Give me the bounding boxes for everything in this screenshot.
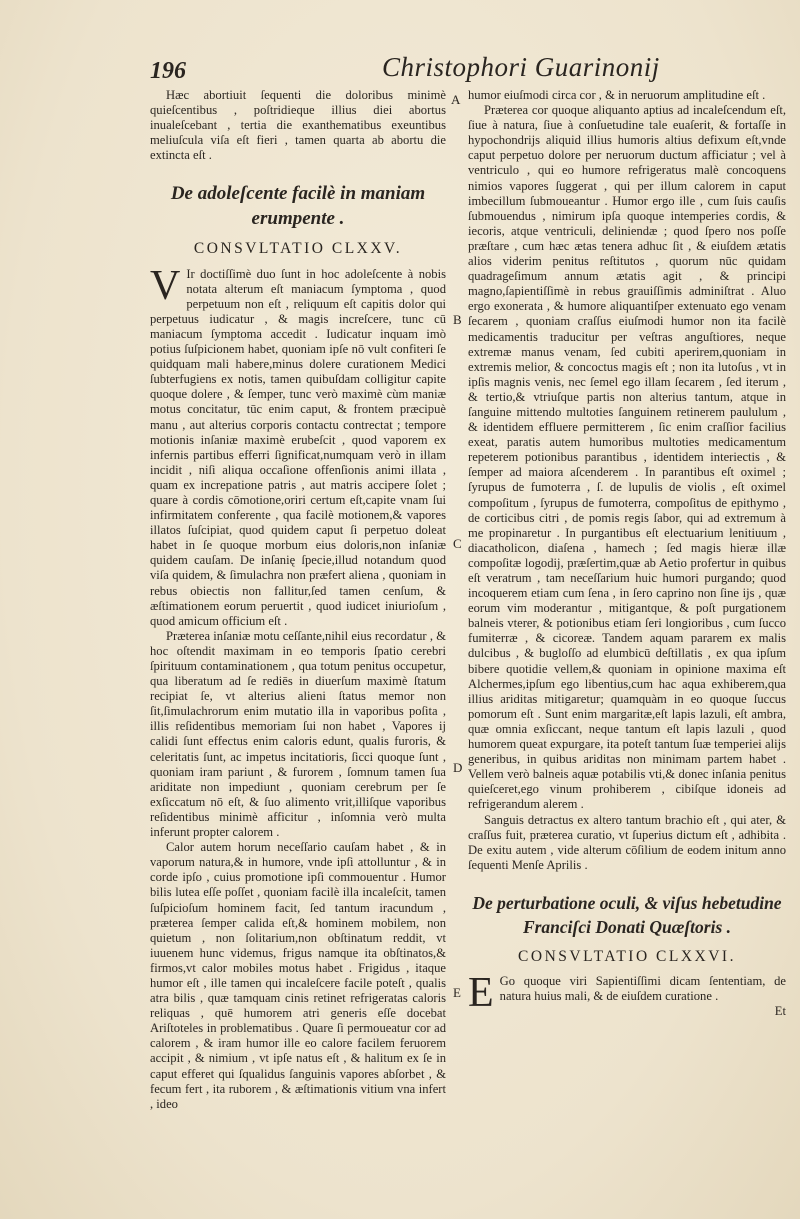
section-title: De adoleſcente facilè in maniam erumpente .: [170, 183, 426, 230]
body-paragraph: Calor autem horum neceſſario cauſam habet , & in vaporum natura,& in humore, vnde ipſi attolluntur , & in corde ipſo , cuius promotione ipſi commouentur . Humor bilis lutea eſſe poſſet , quoniam facilè illa incaleſcit, tamen ſuſpicioſum hominem facit, ſed tantum iracundum , præterea ſemper calida eſt,& hominem mobilem, non quietum , non ſolitarium,non obſtinatum reddit, vt iuuenem hunc videmus, frigus namque ita obſtinatos,& firmos,vt calor mobiles motus habet . Frigidus , itaque humor eſt , ille tamen qui incaleſcere facile poteſt , qualis atra bilis , quæ tamquam cinis retinet refrigeratas caloris reliquas , quē humorem atri generis eſſe docebat Ariſtoteles in problematibus . Quare ſi permoueatur cor ad calorem , & iram humor ille eo calore facilem feruorem accipit , & nimium , vt ipſe natus eſt , & halitum ex ſe in caput efferet qui ſqualidus ſanguinis vapores abſorbet , & fecum fert , ita ruborem , & æſtimationis vitium vna infert , ideo: [150, 840, 446, 1111]
body-paragraph: humor eiuſmodi circa cor , & in neruorum amplitudine eſt .: [468, 88, 766, 102]
body-paragraph: Præterea inſaniæ motu ceſſante,nihil eius recordatur , & hoc oſtendit maximam in eo temporis ſpatio cerebri ſpirituum contaminationem , qua totum penitus occupetur, qua liberatum ad ſe rediēs in diuerſum maximè ſtatum recipiat ſe, vt alterius alieni ſtatus memor non ſit,ſimulachrorum enim mutatio illa in vaporibus poſita , illis reſidentibus memoriam ſui non habet , Vapores ij calidi ſunt effectus enim caloris edunt, qualis furoris, & celeritatis ſunt, ac impetus incitatioris, ſicci quoque ſunt , quoniam iram pariunt , & furorem , ſomnum tamen ſua ariditate non impediunt , quoniam cerebrum per ſe exſiccatum nō eſt, & ſuo alimento vrit,illiſque vaporibus reſidentibus minimè afficitur , inſomnia verò multa inferunt propter calorem .: [150, 628, 446, 840]
paragraph-text: Ir doctiſſimè duo ſunt in hoc adoleſcente à nobis notata alterum eſt maniacum ſymptoma , quod perpetuum non eſt , reliquum eſt capitis dolor qui perpetuus iudicatur , & magis increſcere, tunc cū maniacum ſymptoma accedit . Iudicatur inquam imò potius ſuſpicionem habet, quoniam ipſe nō vult confiteri ſe quidquam mali habere,minus dolere curationem Medici ſubterfugiens ex notis, tamen quibuſdam colligitur capite quoque dolere , & ſemper, tunc verò maximè cùm maniæ motus concitatur, tūc enim caput, & frontem præcipuè manu , aut alterius corporis contactu contrectat ; tempore motionis inſaniæ maximè erubeſcit , quod vaporem ex infernis partibus efferri ſignificat,numquam verò in illam incidit , niſi aliqua occaſione offenſionis animi illata , quam ex increpatione patris , aut matris accipere ſolet ; quare à cordis cōmotione,oriri certum eſt,capite vnam ſui infirmitatem conferente , qua facilè motionem,& vapores illatos ſuſcipiat, quod quidem caput ſi perpetuo doleat habet in ſe quoque morbum eius doloris,non inſaniæ quidem cauſam. De inſanię ſpecie,illud notandum quod viſa quidem, & ſimulachra non præfert aliena , quoniam in rebus obiectis non fallitur,ſed tamen cenſum, & æſtimationem eorum peruertit , quod iudicet iniurioſum , quod amicum officium eſt .: [150, 266, 446, 628]
page-header: [150, 52, 710, 86]
right-column: [468, 88, 786, 1019]
paragraph-text: Go quoque viri Sapientiſſimi dicam ſententiam, de natura huius mali, & de eiuſdem curatione .: [499, 973, 786, 1004]
consultatio-heading: CONSVLTATIO CLXXV.: [193, 240, 403, 258]
catchword: Et: [774, 1004, 786, 1019]
body-paragraph: Præterea cor quoque aliquanto aptius ad incaleſcendum eſt, ſiue à natura, ſiue à conſuetudine tale euaſerit, & fortaſſe in hypochondrijs aliquid illius humoris altius defixum eſt,vnde caput perpetuo dolore per neruorum ductum afficiatur ; vel à ventriculo , qui eo humore refrigeratus malè concoquens nimios vapores ſuggerat , qui per illum calorem in caput imbecillum ſubmoueantur . Humor ergo ille , cum ſuis cauſis ſubmouendus , nimirum ipſa quoque intemperies cordis, & iecoris, atque ventriculi, deliniendæ ; quod ſpero nos poſſe præſtare , cum hæc ætas tenera adhuc ſit , & eiuſdem ætatis alios viderim penitus reſtitutos , quorum nūc quidam quadrageſimum annum ætatis agit , & principi magno,ſapientiſſimè in rebus grauiſſimis adminiſtrat . Aluo ergo exonerata , & humore aliquantiſper extenuato ego venam ſecarem , quoniam craſſus eiuſmodi humor non ita facilè medicamentis traducitur per veſtras anguſtiores, neque extremæ manus venam, ſed cubiti aperirem,quoniam in extremis melior, & concoctus magis eſt ; non ita lutoſus , vt in ipſis magnis venis, nec ſemel ego illam ſecarem , ſed iterum , & tertio,& vtriuſque partis non alterius tantum, atque in ſanguine mittendo multoties ſanguinem retinerem paululum , & identidem effluere permitterem , ſic enim craſſior facilius exeat, paratis autem humoribus multoties medicamentum repeterem potionibus parantibus , identidem interiectis , & ſemper ad maiora aſcenderem . In parantibus eſt oximel ; ſyrupus de fumoterra , ſ. de lupulis de violis , eſt oximel compoſitum , ſyrupus de fumoterra, compoſitus de epithymo , de corticibus citri , de pomis regis ſabor, qui ad extremum à me propinaretur . In purgantibus eſt electuarium lenitiuum , diacatholicon, diaſena , hamech ; ſed magis hieræ illæ compoſitæ logodij, præſertim,quæ ab Aetio profertur in quibus eſt veratrum , tam neceſſarium huic humori purgando; quod incoquerem etiam cum ſena , in ſero caprino non ſine ijs , quæ eorum vim moderantur , mitigantque, & poſt purgationem balneis vterer, & potionibus etiam ſeri longioribus , cum ſucco fumiterræ , & cicoreæ. Tandem aquam pararem ex malis dulcibus , & bugloſſo ad elumbicū deſtillatis , ex qua ipſum bibere quotidie vellem,& quoniam in opinione maxima eſt Alchermes,ipſum ego libentius,cum hac aqua exhiberem,qua illius ariditas mitigaretur; quamquàm in eo quoque ſuccus pomorum eſt . Sunt enim margaritæ,eſt lapis lazuli, eſt ambra, quæ omnia exſiccant, neque tantum eſt lapis lazuli , quod humorem queat expurgare, ita poteſt tantum ſuæ temperiei alijs generibus, in quibus ariditas non minimam partem habet . Vellem verò balneis aquæ potabilis vti,& donec inſania penitus quieſceret,ego vinum prohiberem , cibiſque idoneis ad refrigerandum alerem .: [468, 103, 786, 812]
left-column: [150, 88, 446, 1112]
margin-letter-a: A: [451, 92, 461, 107]
consultatio-heading: CONSVLTATIO CLXXVI.: [518, 947, 736, 965]
drop-cap: E: [468, 969, 494, 1016]
margin-letter-c: C: [453, 536, 462, 551]
margin-letter-e: E: [453, 985, 461, 1000]
body-paragraph: [150, 262, 446, 629]
intro-paragraph: Hæc abortiuit ſequenti die doloribus minimè quieſcentibus , poſtridieque illius diei abortus inualeſcebant , tertia die exanthematibus exeuntibus meliuſcula viſa eſt fieri , tamen quarta ab abortu die extincta eſt .: [150, 88, 446, 163]
page-number: 196: [150, 58, 186, 84]
body-paragraph: Sanguis detractus ex altero tantum brachio eſt , qui ater, & craſſus fuit, præterea curatio, vt ſuperius dictum eſt , adhibita . De exitu autem , vide alterum cōſilium de eodem initum anno ſequenti Menſe Aprilis .: [468, 812, 786, 872]
margin-letter-d: D: [453, 760, 463, 775]
margin-letter-b: B: [453, 312, 462, 327]
drop-cap: V: [150, 262, 181, 309]
section-title: De perturbatione oculi, & viſus hebetudine Franciſci Donati Quæſtoris .: [472, 892, 782, 937]
running-title: Christophori Guarinonij: [382, 52, 660, 82]
